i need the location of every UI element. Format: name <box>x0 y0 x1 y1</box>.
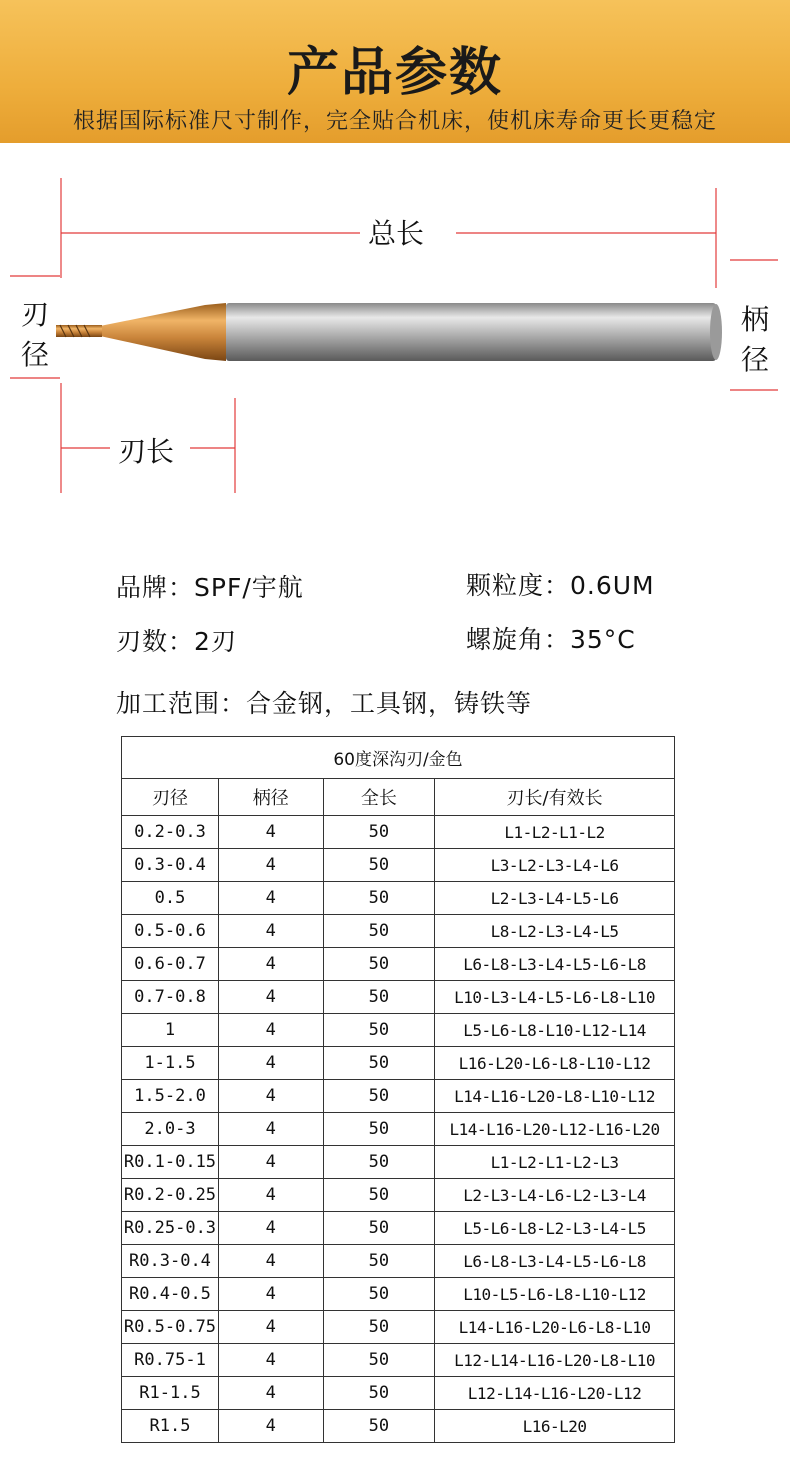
blade-diameter-cell: R0.75-1 <box>122 1344 219 1377</box>
header-banner <box>0 0 790 143</box>
shank-diameter-cell: 4 <box>218 1245 323 1278</box>
table-row <box>122 816 675 849</box>
total-length-cell: 50 <box>323 1146 435 1179</box>
blade-diameter-cell: R0.2-0.25 <box>122 1179 219 1212</box>
total-length-cell: 50 <box>323 1344 435 1377</box>
blade-length-cell: L12-L14-L16-L20-L8-L10 <box>435 1344 675 1377</box>
spec-range: 加工范围：合金钢，工具钢，铸铁等 <box>116 689 533 718</box>
blade-diameter-cell: R1.5 <box>122 1410 219 1443</box>
table-row <box>122 948 675 981</box>
blade-length-cell: L2-L3-L4-L5-L6 <box>435 882 675 915</box>
blade-diameter-cell: 2.0-3 <box>122 1113 219 1146</box>
blade-diameter-cell: R0.5-0.75 <box>122 1311 219 1344</box>
blade-length-cell: L10-L3-L4-L5-L6-L8-L10 <box>435 981 675 1014</box>
blade-length-cell: L14-L16-L20-L8-L10-L12 <box>435 1080 675 1113</box>
blade-diameter-cell: R0.4-0.5 <box>122 1278 219 1311</box>
table-row <box>122 1113 675 1146</box>
total-length-cell: 50 <box>323 1410 435 1443</box>
spec-grain: 颗粒度：0.6UM <box>466 571 655 600</box>
blade-length-cell: L14-L16-L20-L12-L16-L20 <box>435 1113 675 1146</box>
end-mill-image <box>56 303 722 361</box>
total-length-cell: 50 <box>323 1047 435 1080</box>
table-row <box>122 1311 675 1344</box>
total-length-cell: 50 <box>323 1113 435 1146</box>
blade-diameter-cell: 0.5 <box>122 882 219 915</box>
total-length-cell: 50 <box>323 948 435 981</box>
blade-diameter-cell: R1-1.5 <box>122 1377 219 1410</box>
blade-length-cell: L6-L8-L3-L4-L5-L6-L8 <box>435 1245 675 1278</box>
spec-table <box>121 736 675 1443</box>
table-row <box>122 1377 675 1410</box>
shank-diameter-cell: 4 <box>218 948 323 981</box>
shank-diameter-cell: 4 <box>218 1080 323 1113</box>
blade-diameter-cell: R0.3-0.4 <box>122 1245 219 1278</box>
shank-diameter-cell: 4 <box>218 1113 323 1146</box>
blade-length-cell: L5-L6-L8-L10-L12-L14 <box>435 1014 675 1047</box>
table-row <box>122 882 675 915</box>
table-row <box>122 1179 675 1212</box>
total-length-cell: 50 <box>323 849 435 882</box>
blade-length-label: 刃长 <box>118 435 175 468</box>
shank-diameter-cell: 4 <box>218 1179 323 1212</box>
shank-diameter-cell: 4 <box>218 1410 323 1443</box>
shank-diameter-cell: 4 <box>218 915 323 948</box>
total-length-cell: 50 <box>323 1278 435 1311</box>
blade-diameter-cell: 0.7-0.8 <box>122 981 219 1014</box>
shank-diameter-cell: 4 <box>218 1278 323 1311</box>
col-header: 柄径 <box>218 779 323 816</box>
blade-length-cell: L16-L20-L6-L8-L10-L12 <box>435 1047 675 1080</box>
blade-diameter-cell: 0.3-0.4 <box>122 849 219 882</box>
table-row <box>122 1047 675 1080</box>
blade-diameter-cell: 0.2-0.3 <box>122 816 219 849</box>
table-row <box>122 849 675 882</box>
shank-diameter-cell: 4 <box>218 1344 323 1377</box>
shank-diameter-cell: 4 <box>218 1311 323 1344</box>
blade-length-cell: L16-L20 <box>435 1410 675 1443</box>
blade-diameter-cell: 1-1.5 <box>122 1047 219 1080</box>
blade-length-cell: L1-L2-L1-L2-L3 <box>435 1146 675 1179</box>
total-length-cell: 50 <box>323 1179 435 1212</box>
total-length-cell: 50 <box>323 1245 435 1278</box>
page-subtitle: 根据国际标准尺寸制作，完全贴合机床，使机床寿命更长更稳定 <box>72 109 717 134</box>
spec-flutes: 刃数：2刃 <box>116 627 237 656</box>
shank-diameter-cell: 4 <box>218 849 323 882</box>
table-row <box>122 1212 675 1245</box>
blade-diameter-cell: 0.6-0.7 <box>122 948 219 981</box>
table-title: 60度深沟刃/金色 <box>122 737 675 779</box>
spec-helix: 螺旋角：35°C <box>466 625 636 654</box>
blade-length-cell: L14-L16-L20-L6-L8-L10 <box>435 1311 675 1344</box>
table-row <box>122 1080 675 1113</box>
total-length-cell: 50 <box>323 1080 435 1113</box>
table-row <box>122 981 675 1014</box>
blade-length-cell: L2-L3-L4-L6-L2-L3-L4 <box>435 1179 675 1212</box>
shank-diameter-cell: 4 <box>218 981 323 1014</box>
total-length-cell: 50 <box>323 1311 435 1344</box>
blade-diameter-cell: 0.5-0.6 <box>122 915 219 948</box>
total-length-label: 总长 <box>368 217 425 250</box>
table-row <box>122 1344 675 1377</box>
total-length-cell: 50 <box>323 981 435 1014</box>
shank-diameter-cell: 4 <box>218 1047 323 1080</box>
total-length-cell: 50 <box>323 816 435 849</box>
blade-diameter-label: 刃径 <box>20 298 49 371</box>
table-row <box>122 1278 675 1311</box>
blade-length-cell: L5-L6-L8-L2-L3-L4-L5 <box>435 1212 675 1245</box>
blade-length-cell: L3-L2-L3-L4-L6 <box>435 849 675 882</box>
blade-diameter-cell: 1 <box>122 1014 219 1047</box>
shank-diameter-cell: 4 <box>218 1212 323 1245</box>
blade-length-cell: L6-L8-L3-L4-L5-L6-L8 <box>435 948 675 981</box>
shank-diameter-cell: 4 <box>218 1014 323 1047</box>
col-header: 刃长/有效长 <box>435 779 675 816</box>
total-length-cell: 50 <box>323 915 435 948</box>
blade-length-cell: L10-L5-L6-L8-L10-L12 <box>435 1278 675 1311</box>
table-row <box>122 1410 675 1443</box>
table-row <box>122 1014 675 1047</box>
shank-diameter-label: 柄径 <box>740 303 769 376</box>
blade-length-cell: L8-L2-L3-L4-L5 <box>435 915 675 948</box>
page-title: 产品参数 <box>286 43 503 103</box>
shank-diameter-cell: 4 <box>218 816 323 849</box>
table-row <box>122 1245 675 1278</box>
spec-brand: 品牌：SPF/宇航 <box>116 573 304 602</box>
table-row <box>122 1146 675 1179</box>
shank-diameter-cell: 4 <box>218 882 323 915</box>
col-header: 全长 <box>323 779 435 816</box>
table-row <box>122 915 675 948</box>
total-length-cell: 50 <box>323 1014 435 1047</box>
blade-diameter-cell: R0.25-0.3 <box>122 1212 219 1245</box>
blade-diameter-cell: R0.1-0.15 <box>122 1146 219 1179</box>
blade-diameter-cell: 1.5-2.0 <box>122 1080 219 1113</box>
shank-diameter-cell: 4 <box>218 1146 323 1179</box>
blade-length-cell: L12-L14-L16-L20-L12 <box>435 1377 675 1410</box>
total-length-cell: 50 <box>323 1212 435 1245</box>
shank-diameter-cell: 4 <box>218 1377 323 1410</box>
blade-length-cell: L1-L2-L1-L2 <box>435 816 675 849</box>
col-header: 刃径 <box>122 779 219 816</box>
total-length-cell: 50 <box>323 882 435 915</box>
total-length-cell: 50 <box>323 1377 435 1410</box>
